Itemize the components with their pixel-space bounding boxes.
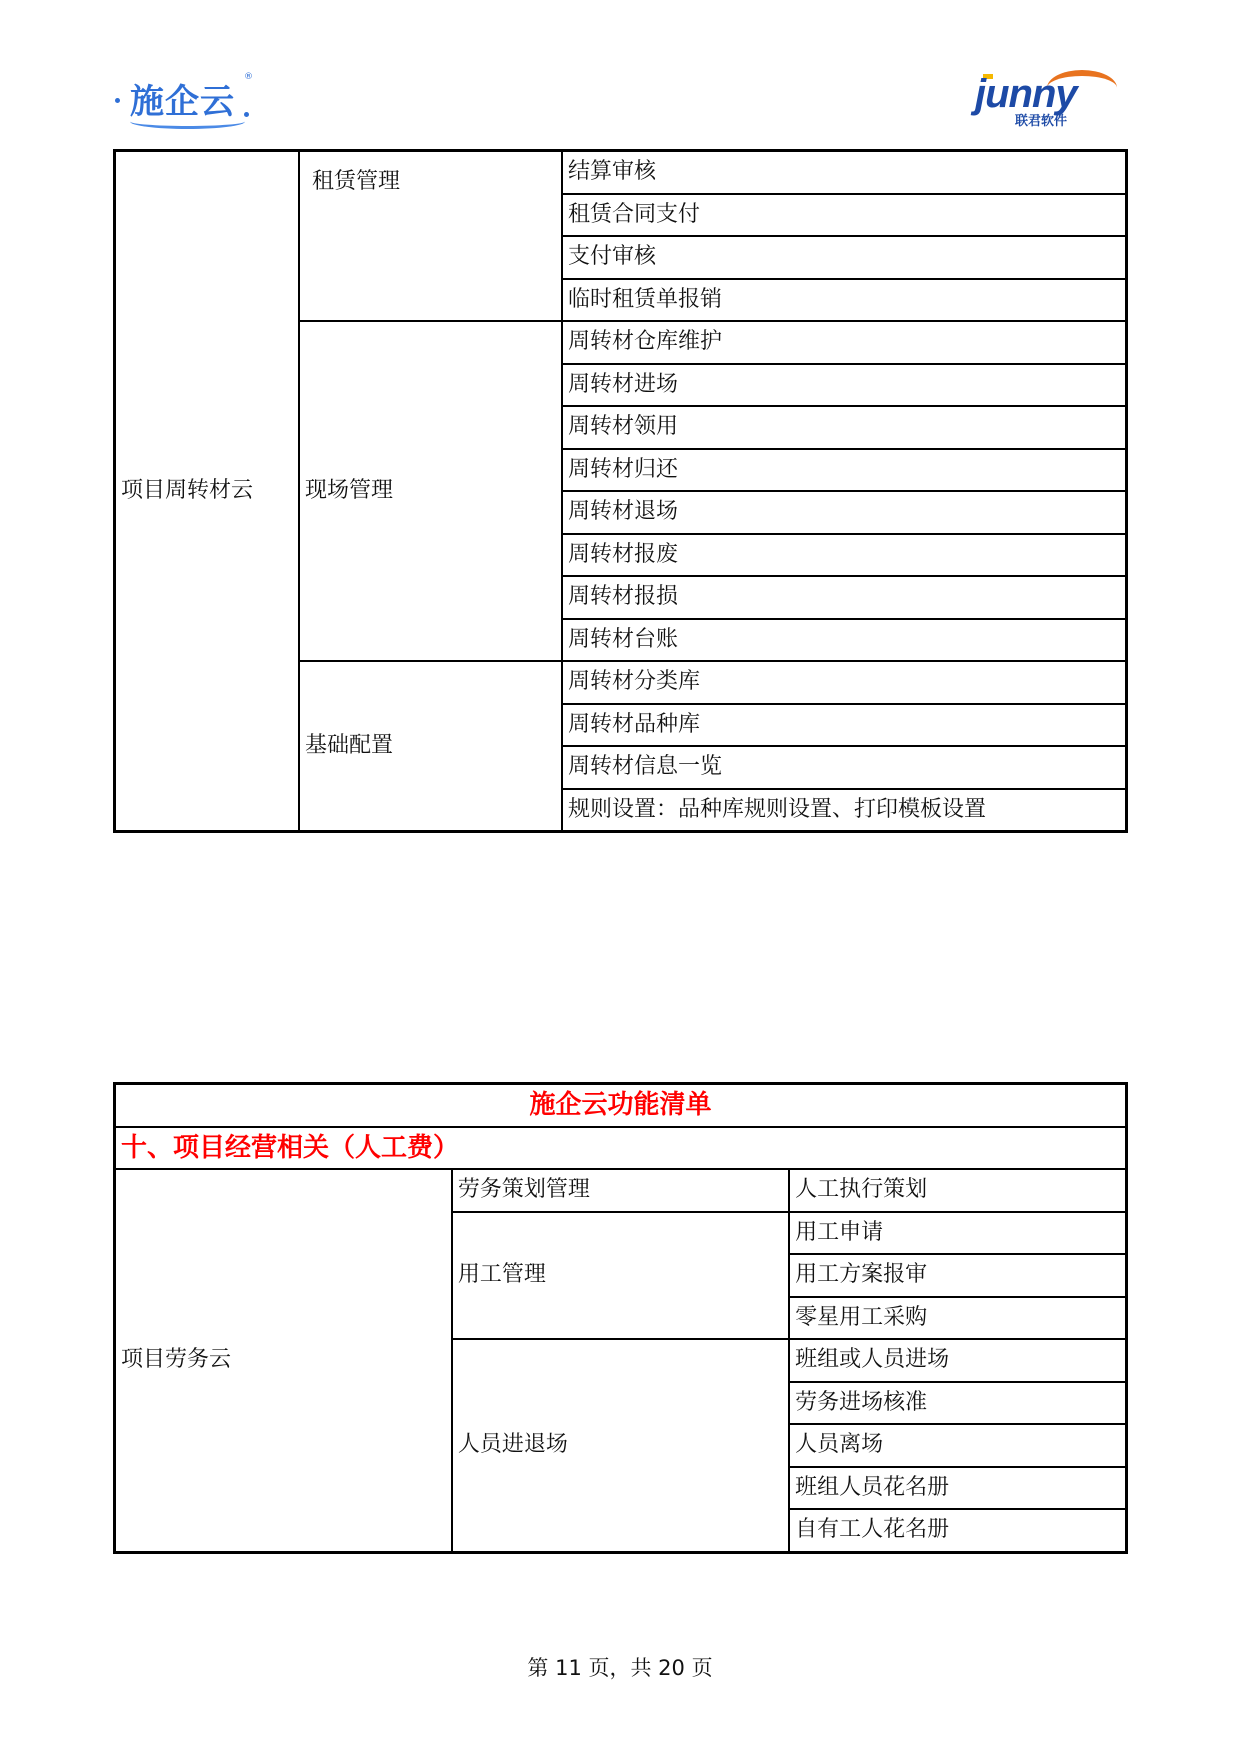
item-cell: 租赁合同支付 (562, 194, 1127, 237)
logo-wave-icon (130, 114, 245, 129)
item-cell: 结算审核 (562, 151, 1127, 194)
item-cell: 支付审核 (562, 236, 1127, 279)
group-cell: 现场管理 (299, 321, 562, 661)
table-row (115, 151, 1127, 194)
group-cell: 用工管理 (452, 1212, 789, 1340)
item-cell: 周转材归还 (562, 449, 1127, 492)
item-cell: 周转材仓库维护 (562, 321, 1127, 364)
item-cell: 劳务进场核准 (789, 1382, 1126, 1425)
item-cell: 自有工人花名册 (789, 1509, 1126, 1552)
group-cell: 基础配置 (299, 661, 562, 832)
group-cell: 劳务策划管理 (452, 1169, 789, 1212)
item-cell: 周转材分类库 (562, 661, 1127, 704)
logo-word: junny (975, 72, 1077, 116)
section-row (115, 1127, 1127, 1170)
item-cell: 周转材进场 (562, 364, 1127, 407)
group-cell: 人员进退场 (452, 1339, 789, 1552)
item-cell: 人工执行策划 (789, 1169, 1126, 1212)
junny-logo (975, 72, 1135, 132)
item-cell: 周转材报损 (562, 576, 1127, 619)
group-cell: 租赁管理 (299, 151, 562, 322)
logo-subtitle: 联君软件 (1015, 114, 1068, 129)
item-cell: 用工方案报审 (789, 1254, 1126, 1297)
item-cell: 用工申请 (789, 1212, 1126, 1255)
category-cell: 项目劳务云 (115, 1169, 452, 1552)
title-row (115, 1084, 1127, 1127)
table-row (115, 1169, 1127, 1212)
item-cell: 零星用工采购 (789, 1297, 1126, 1340)
registered-mark: ® (244, 72, 253, 82)
table-title: 施企云功能清单 (115, 1084, 1127, 1127)
logo-dot (115, 98, 120, 103)
item-cell: 人员离场 (789, 1424, 1126, 1467)
labor-cloud-table (113, 1082, 1128, 1554)
section-heading: 十、项目经营相关（人工费） (115, 1127, 1127, 1170)
item-cell: 周转材报废 (562, 534, 1127, 577)
logo-text: 施企云 (130, 82, 235, 122)
turnover-materials-table (113, 149, 1128, 833)
category-cell: 项目周转材云 (115, 151, 300, 832)
item-cell: 班组或人员进场 (789, 1339, 1126, 1382)
page-number: 第 11 页，共 20 页 (527, 1656, 713, 1680)
item-cell: 班组人员花名册 (789, 1467, 1126, 1510)
item-cell: 周转材退场 (562, 491, 1127, 534)
item-cell: 周转材品种库 (562, 704, 1127, 747)
item-cell: 周转材台账 (562, 619, 1127, 662)
item-cell: 周转材领用 (562, 406, 1127, 449)
item-cell: 规则设置：品种库规则设置、打印模板设置 (562, 789, 1127, 832)
shiqiyun-logo (110, 70, 260, 130)
item-cell: 周转材信息一览 (562, 746, 1127, 789)
item-cell: 临时租赁单报销 (562, 279, 1127, 322)
